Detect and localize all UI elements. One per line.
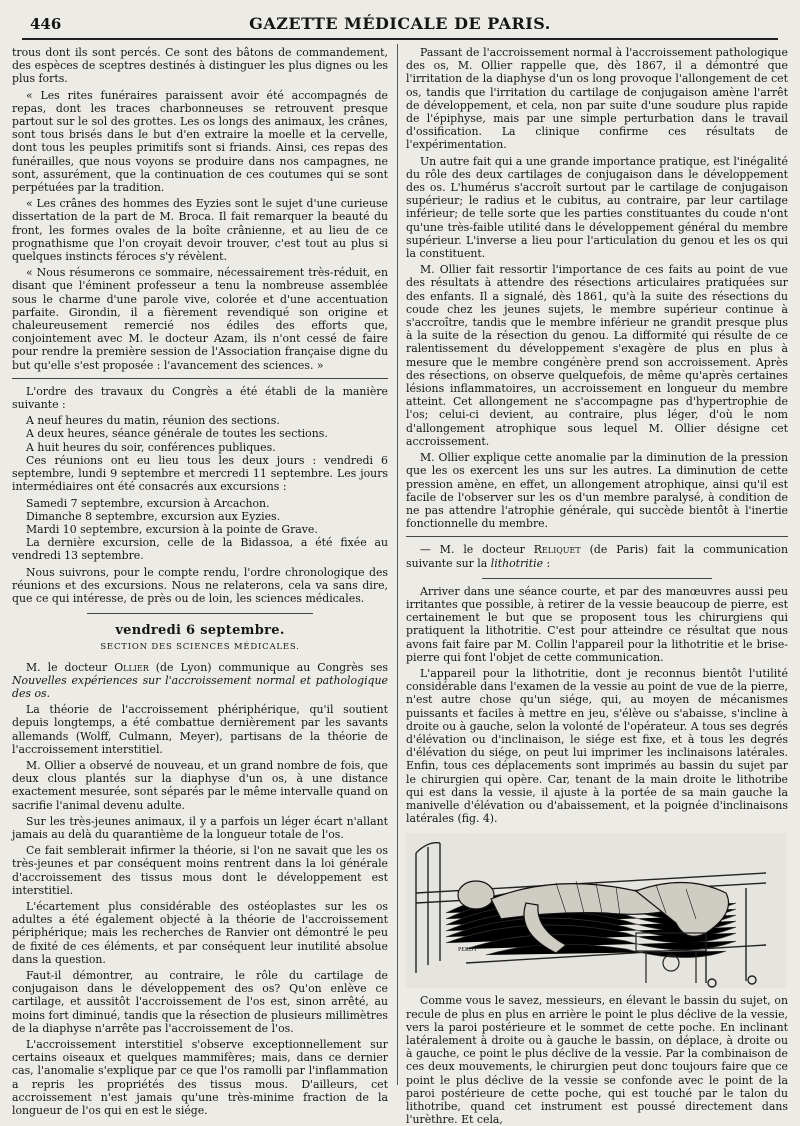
section-heading: SECTION DES SCIENCES MÉDICALES. — [100, 642, 300, 653]
schedule-item: A deux heures, séance générale de toutes les sections. — [26, 427, 328, 441]
paragraph: M. Ollier explique cette anomalie par la diminution de la pression que les os exercent les uns sur les autres. La diminution de cette pression amène, en effet, un allongement atrophique, ainsi qu'il est facile de l'observer sur les os d'un membre paralysé, à condition de ne pas attendre l'atrophie générale, qui succède bientôt à l'inertie fonctionnelle du membre. — [406, 451, 788, 531]
paragraph: L'écartement plus considérable des ostéoplastes sur les os adultes a été également objecté à la théorie de l'accroissement périphérique; mais les recherches de Ranvier ont démontré le peu de fixité de ces éléments, et par conséquent leur inutilité absolue dans la question. — [12, 899, 388, 966]
excursion-item: Dimanche 8 septembre, excursion aux Eyzies. — [26, 509, 281, 523]
section-separator — [406, 536, 788, 537]
section-separator — [12, 378, 388, 379]
text-run: (de Paris) fait la communication suivante sur la — [406, 543, 788, 570]
publication-title: GAZETTE MÉDICALE DE PARIS. — [249, 14, 551, 33]
schedule-item: A huit heures du soir, conférences publiques. — [26, 440, 276, 454]
paragraph: M. Ollier a observé de nouveau, et un grand nombre de fois, que deux clous plantés sur la diaphyse d'un os, à une distance exactement mesurée, sont séparés par le même intervalle quand on sacrifie l'animal devenu adulte. — [12, 758, 388, 812]
day-heading: vendredi 6 septembre. — [115, 623, 285, 639]
paragraph — [12, 661, 388, 701]
paragraph: Nous suivrons, pour le compte rendu, l'ordre chronologique des réunions et des excursions. Nous ne relaterons, cela va sans dire, que ce qui intéresse, de près ou de loin, les sciences médicales. — [12, 565, 388, 605]
lithotrity-chair-engraving — [406, 833, 786, 988]
section-separator — [87, 613, 313, 614]
paragraph — [406, 543, 788, 569]
paragraph: M. Ollier fait ressortir l'importance de ces faits au point de vue des résultats à attendre des résections articulaires pratiquées sur des enfants. Il a signalé, dès 1861, qu'à la suite des résections du coude chez les jeunes sujets, le membre supérieur continue à s'accroître, tandis que le membre inférieur ne grandit presque plus à la suite de la résection du genou. La difformité qui résulte de ce ralentissement du développement s'exagère de plus en plus à mesure que le membre congénère prend son accroissement. Après des résections, on observe quelquefois, de même qu'après certaines lésions inflammatoires, un accroissement en longueur du membre atteint. Cet allongement ne s'accompagne pas d'hypertrophie de l'os; celui-ci devient, au contraire, plus léger, d'où le nom d'allongement atrophique sous lequel M. Ollier désigne cet accroissement. — [406, 263, 788, 448]
paragraph: « Les rites funéraires paraissent avoir été accompagnés de repas, dont les traces charbonneuses se retrouvent presque partout sur le sol des grottes. Les os longs des animaux, les crânes, sont tous brisés dans le but d'en extraire la moelle et la cervelle, dont tous les peuples primitifs sont si friands. Ainsi, ces repas des funérailles, que nous voyons se produire dans nos campagnes, ne sont, assurément, que la continuation de ces coutumes qui se sont perpétuées par la tradition. — [12, 88, 388, 195]
paragraph: « Nous résumerons ce sommaire, nécessairement très-réduit, en disant que l'éminent professeur a tenu la nombreuse assemblée sous le charme d'une parole vive, colorée et d'une accentuation parfaite. Girondin, il a fièrement revendiqué son origine et chaleureusement remercié nos édiles des efforts que, conjointement avec M. le docteur Azam, ils n'ont cessé de faire pour rendre la première session de l'Association française digne du but qu'elle s'est proposée : l'avancement des sciences. » — [12, 266, 388, 372]
paragraph: trous dont ils sont percés. Ce sont des bâtons de commandement, des espèces de sceptres destinés à distinguer les plus dignes ou les plus forts. — [12, 46, 388, 86]
paragraph: Ces réunions ont eu lieu tous les deux jours : vendredi 6 septembre, lundi 9 septembre et mercredi 11 septembre. Les jours intermédiaires ont été consacrés aux excursions : — [12, 453, 388, 494]
author-name: Ollier — [114, 660, 149, 674]
excursion-item: Mardi 10 septembre, excursion à la pointe de Grave. — [26, 522, 318, 536]
paragraph: Ce fait semblerait infirmer la théorie, si l'on ne savait que les os très-jeunes et par conséquent moins rentrent dans la loi générale d'accroissement des tissus mous dont le développement est interstitiel. — [12, 844, 388, 897]
topic-name: lithotritie — [490, 556, 544, 570]
paragraph: Passant de l'accroissement normal à l'accroissement pathologique des os, M. Ollier rappelle que, dès 1867, il a démontré que l'irritation de la diaphyse d'un os long provoque l'allongement de cet os, tandis que l'irritation du cartilage de conjugaison amène l'arrêt de développement, et cela, non par suite d'une soudure plus rapide de l'épiphyse, mais par une simple perturbation dans le travail d'ossification. La clinique confirme ces résultats de l'expérimentation. — [406, 46, 788, 152]
page-header — [22, 12, 778, 40]
column-divider — [397, 44, 398, 1085]
excursion-item: Samedi 7 septembre, excursion à Arcachon. — [26, 496, 270, 510]
paragraph: L'appareil pour la lithotritie, dont je reconnus bientôt l'utilité considérable dans l'examen de la vessie au point de vue de la pierre, n'est autre chose qu'un siége, qui, au moyen de mécanismes puissants et faciles à mettre en jeu, s'élève ou s'abaisse, s'incline à droite ou à gauche, selon la volonté de l'opérateur. A tous ses degrés d'élévation ou d'inclinaison, le siége est fixe, et à tous les degrés d'élévation du siége, on peut lui imprimer les inclinaisons latérales. Enfin, tous ces déplacements sont imprimés au bassin du sujet par le chirurgien qui opère. Car, tenant de la main droite le lithotribe qui est dans la vessie, il ajuste à la portée de sa main gauche la manivelle d'élévation ou d'abaissement, et la poignée d'inclinaisons latérales (fig. 4). — [406, 666, 788, 826]
paragraph: Arriver dans une séance courte, et par des manœuvres aussi peu irritantes que possible, à retirer de la vessie beaucoup de pierre, est certainement le but que se proposent tous les chirurgiens qui pratiquent la lithotritie. C'est pour atteindre ce résultat que nous avons fait faire par M. Collin l'appareil pour la lithotritie et le brise-pierre qui font l'objet de cette communication. — [406, 584, 788, 664]
right-column — [406, 46, 788, 1126]
paragraph: L'ordre des travaux du Congrès a été établi de la manière suivante : — [12, 384, 388, 412]
text-run: : — [543, 556, 551, 570]
paragraph: Un autre fait qui a une grande importance pratique, est l'inégalité du rôle des deux cartilages de conjugaison dans le développement des os. L'humérus s'accroît surtout par le cartilage de conjugaison supérieur; le radius et le cubitus, au contraire, par leur cartilage inférieur; de telle sorte que les parties constituantes du coude n'ont qu'une très-faible utilité dans le développement général du membre supérieur. L'inverse a lieu pour l'articulation du genou et les os qui la constituent. — [406, 154, 788, 261]
page-number: 446 — [30, 15, 62, 33]
engraving-illustration — [406, 833, 786, 988]
paragraph: Comme vous le savez, messieurs, en élevant le bassin du sujet, on recule de plus en plus en arrière le point le plus déclive de la vessie, vers la paroi postérieure et le sommet de cette poche. En inclinant latéralement à droite ou à gauche le bassin, on déplace, à droite ou à gauche, ce point le plus déclive de la vessie. Par la combinaison de ces deux mouvements, le chirurgien peut donc toujours faire que ce point le plus déclive de la vessie se confonde avec le point de la paroi postérieure de cette poche, qui est touché par le talon du lithotribe, quand cet instrument est poussé directement dans l'urèthre. Et cela, — [406, 994, 788, 1126]
schedule-list — [12, 414, 388, 454]
paragraph: La théorie de l'accroissement phériphérique, qu'il soutient depuis longtemps, a été combattue dernièrement par les savants allemands (Wolff, Culmann, Meyer), partisans de la théorie de l'accroissement interstitiel. — [12, 703, 388, 756]
excursion-list — [12, 497, 388, 537]
paragraph: Faut-il démontrer, au contraire, le rôle du cartilage de conjugaison dans le développement des os? Qu'on enlève ce cartilage, et aussitôt l'accroissement de l'os est, sinon arrêté, au moins fort diminué, tandis que la résection de plusieurs millimètres de la diaphyse n'arrête pas l'accroissement de l'os. — [12, 969, 388, 1035]
paragraph: L'accroissement interstitiel s'observe exceptionnellement sur certains oiseaux et quelques mammifères; mais, dans ce dernier cas, l'anomalie s'explique par ce que l'os ramolli par l'inflammation a repris les propriétés des tissus mous. D'ailleurs, cet accroissement n'est jamais qu'une très-minime fraction de la longueur de l'os qui en est le siége. — [12, 1038, 388, 1118]
paragraph: « Les crânes des hommes des Eyzies sont le sujet d'une curieuse dissertation de la part de M. Broca. Il fait remarquer la beauté du front, les formes ovales de la boîte crânienne, et au lieu de ce prognathisme que l'on croyait devoir trouver, c'est tout au plus si quelques instincts féroces s'y révèlent. — [12, 197, 388, 264]
engraver-signature: PERDT — [458, 947, 478, 954]
schedule-item: A neuf heures du matin, réunion des sections. — [26, 414, 280, 428]
communication-title: Nouvelles expériences sur l'accroissement normal et pathologique des os. — [12, 673, 388, 700]
text-run: (de Lyon) communique au Congrès ses — [148, 660, 388, 674]
left-column — [12, 46, 388, 1118]
text-run: — M. le docteur — [420, 543, 534, 557]
paragraph: La dernière excursion, celle de la Bidassoa, a été fixée au vendredi 13 septembre. — [12, 536, 388, 563]
text-run: M. le docteur — [26, 660, 115, 674]
section-separator — [482, 578, 711, 579]
paragraph: Sur les très-jeunes animaux, il y a parfois un léger écart n'allant jamais au delà du quarantième de la longueur totale de l'os. — [12, 814, 388, 841]
author-name: Reliquet — [533, 543, 581, 557]
